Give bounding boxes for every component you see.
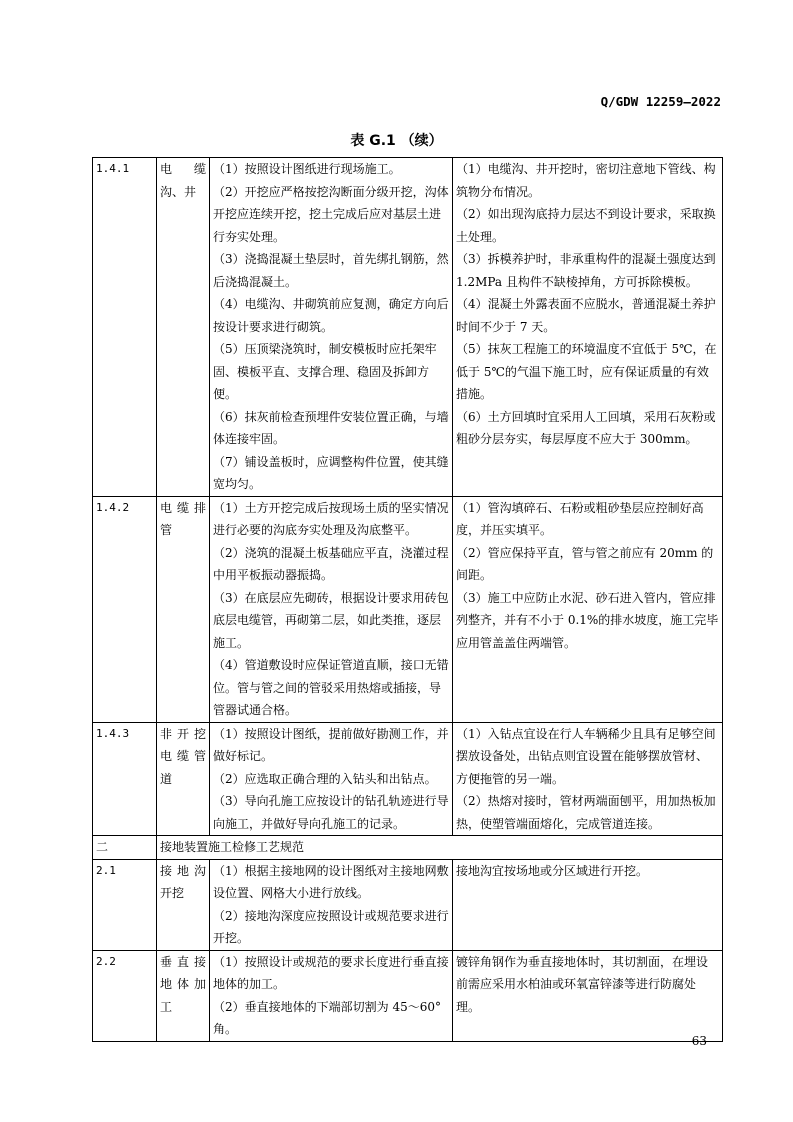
requirement-item: （4）管道敷设时应保证管道直顺，接口无错位。管与管之间的管驳采用热熔或插接，导管器试通合格。 — [213, 658, 449, 717]
process-requirements — [210, 158, 453, 497]
precaution-item: （2）管应保持平直，管与管之前应有 20mm 的间距。 — [456, 545, 714, 582]
spec-table — [92, 157, 723, 1042]
item-number: 1.4.3 — [93, 722, 157, 836]
requirement-item: （5）压顶梁浇筑时，制安模板时应托架牢固、模板平直、支撑合理、稳固及拆卸方便。 — [213, 342, 437, 401]
page-number: 63 — [691, 1034, 707, 1048]
process-requirements — [210, 859, 453, 950]
precaution-item: （1）管沟填碎石、石粉或粗砂垫层应控制好高度，并压实填平。 — [456, 500, 704, 537]
table-row — [93, 496, 723, 722]
requirement-item: （1）按照设计图纸，提前做好勘测工作，并做好标记。 — [213, 726, 449, 763]
precaution-item: （1）入钻点宜设在行人车辆稀少且具有足够空间摆放设备处，出钻点则宜设置在能够摆放管材、方便拖管的另一端。 — [456, 726, 716, 786]
requirement-item: （2）垂直接地体的下端部切割为 45～60°角。 — [213, 999, 441, 1036]
requirement-item: （2）应选取正确合理的入钻头和出钻点。 — [213, 771, 437, 786]
precaution-item: （3）施工中应防止水泥、砂石进入管内，管应排列整齐，并有不小于 0.1%的排水坡度，施工完毕应用管盖盖住两端管。 — [456, 590, 719, 650]
requirement-item: （2）接地沟深度应按照设计或规范要求进行开挖。 — [213, 908, 449, 945]
precaution-item: （2）如出现沟底持力层达不到设计要求，采取换土处理。 — [456, 207, 716, 244]
item-number: 1.4.1 — [93, 158, 157, 497]
precaution-item: （6）土方回填时宜采用人工回填，采用石灰粉或粗砂分层夯实，每层厚度不应大于 300mm。 — [456, 409, 716, 446]
process-requirements — [210, 722, 453, 836]
process-requirements — [210, 496, 453, 722]
item-name: 接地沟 开挖 — [157, 859, 210, 950]
requirement-item: （2）浇筑的混凝土板基础应平直，浇灌过程中用平板振动器振捣。 — [213, 545, 449, 582]
requirement-item: （7）铺设盖板时，应调整构件位置，使其缝宽均匀。 — [213, 454, 449, 491]
precautions — [453, 950, 723, 1041]
precaution-item: （3）拆模养护时，非承重构件的混凝土强度达到 1.2MPa 且构件不缺棱掉角，方可拆除模板。 — [456, 252, 716, 289]
section-title: 接地装置施工检修工艺规范 — [157, 836, 723, 860]
precaution-item: （5）抹灰工程施工的环境温度不宜低于 5℃，在低于 5℃的气温下施工时，应有保证质量的有效措施。 — [456, 342, 717, 401]
item-number: 2.1 — [93, 859, 157, 950]
item-number: 2.2 — [93, 950, 157, 1041]
requirement-item: （1）按照设计图纸进行现场施工。 — [213, 162, 401, 176]
precaution-item: （2）热熔对接时，管材两端面刨平，用加热板加热，使塑管端面熔化，完成管道连接。 — [456, 794, 716, 831]
precautions — [453, 722, 723, 836]
precaution-item: 镀锌角钢作为垂直接地体时，其切割面，在埋设前需应采用水柏油或环氧富锌漆等进行防腐处理。 — [456, 954, 709, 1014]
requirement-item: （1）按照设计或规范的要求长度进行垂直接地体的加工。 — [213, 954, 449, 991]
precautions — [453, 859, 723, 950]
table-row — [93, 158, 723, 497]
table-row — [93, 859, 723, 950]
table-row — [93, 950, 723, 1041]
precaution-item: 接地沟宜按场地或分区域进行开挖。 — [456, 863, 649, 878]
item-name: 电缆排 管 — [157, 496, 210, 722]
section-row — [93, 836, 723, 860]
requirement-item: （3）导向孔施工应按设计的钻孔轨迹进行导向施工，并做好导向孔施工的记录。 — [213, 794, 449, 831]
precautions — [453, 158, 723, 497]
item-number: 1.4.2 — [93, 496, 157, 722]
requirement-item: （6）抹灰前检查预埋件安装位置正确，与墙体连接牢固。 — [213, 409, 449, 446]
requirement-item: （3）在底层应先砌砖，根据设计要求用砖包底层电缆管，再砌第二层，如此类推，逐层施工。 — [213, 590, 449, 650]
section-number: 二 — [93, 836, 157, 860]
item-name: 电 缆 沟、井 — [157, 158, 210, 497]
precaution-item: （1）电缆沟、井开挖时，密切注意地下管线、构筑物分布情况。 — [456, 162, 716, 199]
precaution-item: （4）混凝土外露表面不应脱水，普通混凝土养护时间不少于 7 天。 — [456, 297, 716, 334]
requirement-item: （3）浇捣混凝土垫层时，首先绑扎钢筋，然后浇捣混凝土。 — [213, 252, 449, 289]
requirement-item: （2）开挖应严格按挖沟断面分级开挖，沟体开挖应连续开挖，挖土完成后应对基层土进行夯实处理。 — [213, 184, 449, 244]
requirement-item: （4）电缆沟、井砌筑前应复测，确定方向后按设计要求进行砌筑。 — [213, 297, 449, 334]
process-requirements — [210, 950, 453, 1041]
requirement-item: （1）根据主接地网的设计图纸对主接地网敷设位置、网格大小进行放线。 — [213, 863, 449, 900]
item-name: 非开挖 电缆管 道 — [157, 722, 210, 836]
requirement-item: （1）土方开挖完成后按现场土质的坚实情况进行必要的沟底夯实处理及沟底整平。 — [213, 500, 449, 537]
table-row — [93, 722, 723, 836]
item-name: 垂直接 地体加 工 — [157, 950, 210, 1041]
document-code: Q/GDW 12259—2022 — [600, 94, 721, 109]
table-title: 表 G.1 （续） — [350, 133, 443, 149]
precautions — [453, 496, 723, 722]
